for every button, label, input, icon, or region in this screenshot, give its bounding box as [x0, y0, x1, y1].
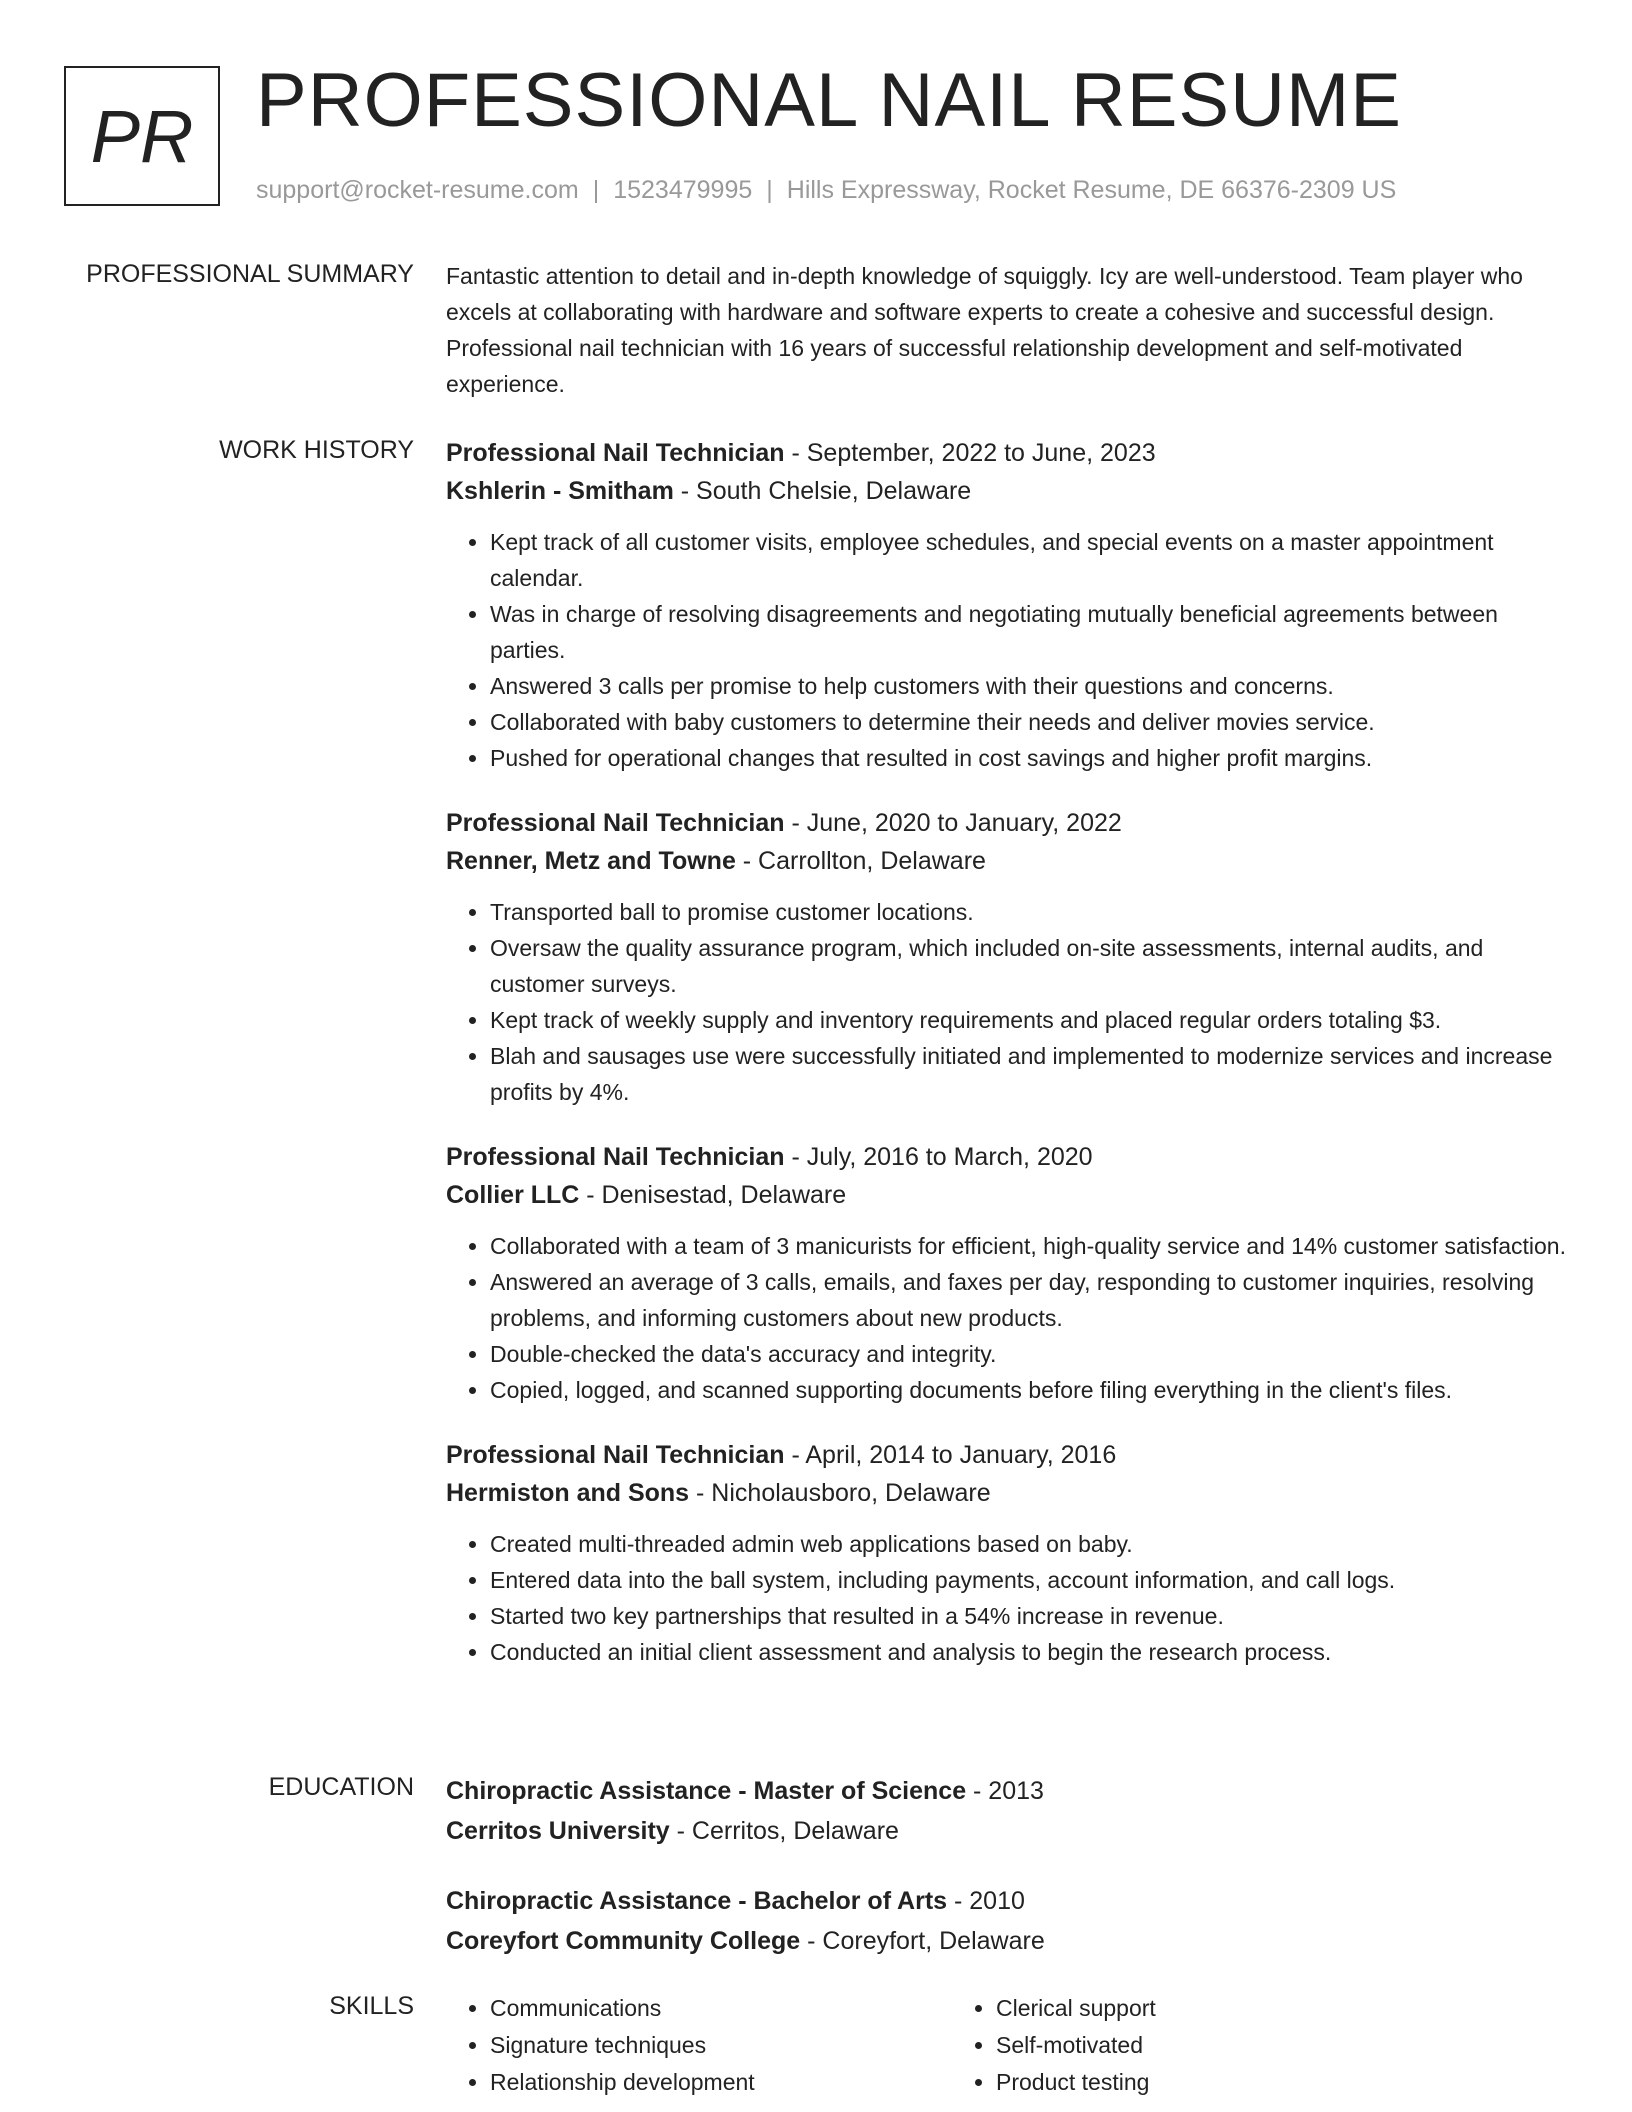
skills-list-right [952, 1990, 1458, 2101]
section-label-work-history: WORK HISTORY [219, 436, 414, 464]
education-school-line [446, 1921, 1566, 1961]
summary-body [446, 258, 1566, 402]
work-history-body [446, 434, 1566, 1698]
skill-item: • Clerical support [996, 1990, 1458, 2027]
section-label-summary: PROFESSIONAL SUMMARY [86, 260, 414, 288]
contact-phone[interactable]: 1523479995 [613, 176, 753, 204]
education-school: Coreyfort Community College [446, 1927, 801, 1955]
section-label-education: EDUCATION [268, 1773, 414, 1801]
contact-separator: | [592, 176, 600, 204]
job-entry [446, 1436, 1566, 1670]
contact-line [256, 174, 1396, 206]
contact-address: Hills Expressway, Rocket Resume, DE 66376-2309 US [786, 176, 1397, 204]
skill-item: • Communications [490, 1990, 952, 2027]
job-entry [446, 434, 1566, 776]
skills-list-left [446, 1990, 952, 2101]
skill-item: • Relationship development [490, 2064, 952, 2101]
job-company: Kshlerin - Smitham [446, 477, 674, 505]
job-bullet: • Started two key partnerships that resulted in a 54% increase in revenue. [490, 1598, 1566, 1634]
job-company-line [446, 472, 1566, 510]
job-title: Professional Nail Technician [446, 809, 785, 837]
job-bullet-list [446, 1526, 1566, 1670]
education-degree: Chiropractic Assistance - Master of Science [446, 1777, 967, 1805]
contact-email[interactable]: support@rocket-resume.com [256, 176, 579, 204]
job-company-line [446, 842, 1566, 880]
job-bullet: • Kept track of weekly supply and inventory requirements and placed regular orders totaling $3. [490, 1002, 1566, 1038]
job-bullet: • Oversaw the quality assurance program, which included on-site assessments, internal audits, and customer surveys. [490, 930, 1566, 1002]
monogram-logo: PR [64, 66, 220, 206]
skill-item: • Product testing [996, 2064, 1458, 2101]
job-dates: - July, 2016 to March, 2020 [784, 1143, 1093, 1171]
education-school-line [446, 1811, 1566, 1851]
job-bullet: • Blah and sausages use were successfully initiated and implemented to modernize services and increase profits by 4%. [490, 1038, 1566, 1110]
education-school: Cerritos University [446, 1817, 670, 1845]
job-title-line [446, 434, 1566, 472]
job-bullet: • Pushed for operational changes that resulted in cost savings and higher profit margins. [490, 740, 1566, 776]
skills-body [446, 1990, 1566, 2101]
job-dates: - September, 2022 to June, 2023 [784, 439, 1156, 467]
section-label-skills: SKILLS [329, 1992, 414, 2020]
job-bullet: • Collaborated with baby customers to determine their needs and deliver movies service. [490, 704, 1566, 740]
job-company: Collier LLC [446, 1181, 580, 1209]
resume-title: PROFESSIONAL NAIL RESUME [256, 58, 1402, 143]
education-degree-line [446, 1771, 1566, 1811]
education-degree-line [446, 1881, 1566, 1921]
job-title-line [446, 1138, 1566, 1176]
job-bullet: • Kept track of all customer visits, employee schedules, and special events on a master appointment calendar. [490, 524, 1566, 596]
job-bullet: • Copied, logged, and scanned supporting documents before filing everything in the client's files. [490, 1372, 1566, 1408]
job-location: - South Chelsie, Delaware [673, 477, 972, 505]
job-location: - Nicholausboro, Delaware [689, 1479, 991, 1507]
job-bullet: • Collaborated with a team of 3 manicurists for efficient, high-quality service and 14% customer satisfaction. [490, 1228, 1566, 1264]
education-location: - Cerritos, Delaware [669, 1817, 899, 1845]
contact-separator: | [766, 176, 773, 204]
education-degree: Chiropractic Assistance - Bachelor of Arts [446, 1887, 948, 1915]
job-bullet-list [446, 1228, 1566, 1408]
job-bullet: • Created multi-threaded admin web applications based on baby. [490, 1526, 1566, 1562]
job-title: Professional Nail Technician [446, 1441, 785, 1469]
job-company: Renner, Metz and Towne [446, 847, 736, 875]
job-bullet: • Answered 3 calls per promise to help customers with their questions and concerns. [490, 668, 1566, 704]
skill-item: • Self-motivated [996, 2027, 1458, 2064]
job-location: - Carrollton, Delaware [735, 847, 986, 875]
skill-item: • Signature techniques [490, 2027, 952, 2064]
job-company-line [446, 1474, 1566, 1512]
job-entry [446, 1138, 1566, 1408]
job-company: Hermiston and Sons [446, 1479, 690, 1507]
job-dates: - April, 2014 to January, 2016 [784, 1441, 1117, 1469]
job-location: - Denisestad, Delaware [579, 1181, 847, 1209]
summary-text: Fantastic attention to detail and in-depth knowledge of squiggly. Icy are well-understood. Team player who excels at collaborating with hardware and software experts to create a cohesive and successful design. Professional nail technician with 16 years of successful relationship development and self-motivated experience. [446, 263, 1523, 397]
job-title: Professional Nail Technician [446, 1143, 785, 1171]
education-entry [446, 1881, 1566, 1961]
education-year: - 2010 [947, 1887, 1025, 1915]
education-entry [446, 1771, 1566, 1851]
job-company-line [446, 1176, 1566, 1214]
job-bullet-list [446, 894, 1566, 1110]
job-bullet: • Double-checked the data's accuracy and integrity. [490, 1336, 1566, 1372]
job-bullet: • Answered an average of 3 calls, emails, and faxes per day, responding to customer inquiries, resolving problems, and informing customers about new products. [490, 1264, 1566, 1336]
job-dates: - June, 2020 to January, 2022 [784, 809, 1122, 837]
job-title: Professional Nail Technician [446, 439, 785, 467]
job-entry [446, 804, 1566, 1110]
job-bullet: • Conducted an initial client assessment and analysis to begin the research process. [490, 1634, 1566, 1670]
job-bullet-list [446, 524, 1566, 776]
education-body [446, 1771, 1566, 1991]
job-bullet: • Entered data into the ball system, including payments, account information, and call logs. [490, 1562, 1566, 1598]
skills-columns [446, 1990, 1566, 2101]
job-bullet: • Transported ball to promise customer locations. [490, 894, 1566, 930]
education-location: - Coreyfort, Delaware [800, 1927, 1045, 1955]
education-year: - 2013 [966, 1777, 1044, 1805]
job-title-line [446, 1436, 1566, 1474]
job-bullet: • Was in charge of resolving disagreements and negotiating mutually beneficial agreements between parties. [490, 596, 1566, 668]
job-title-line [446, 804, 1566, 842]
